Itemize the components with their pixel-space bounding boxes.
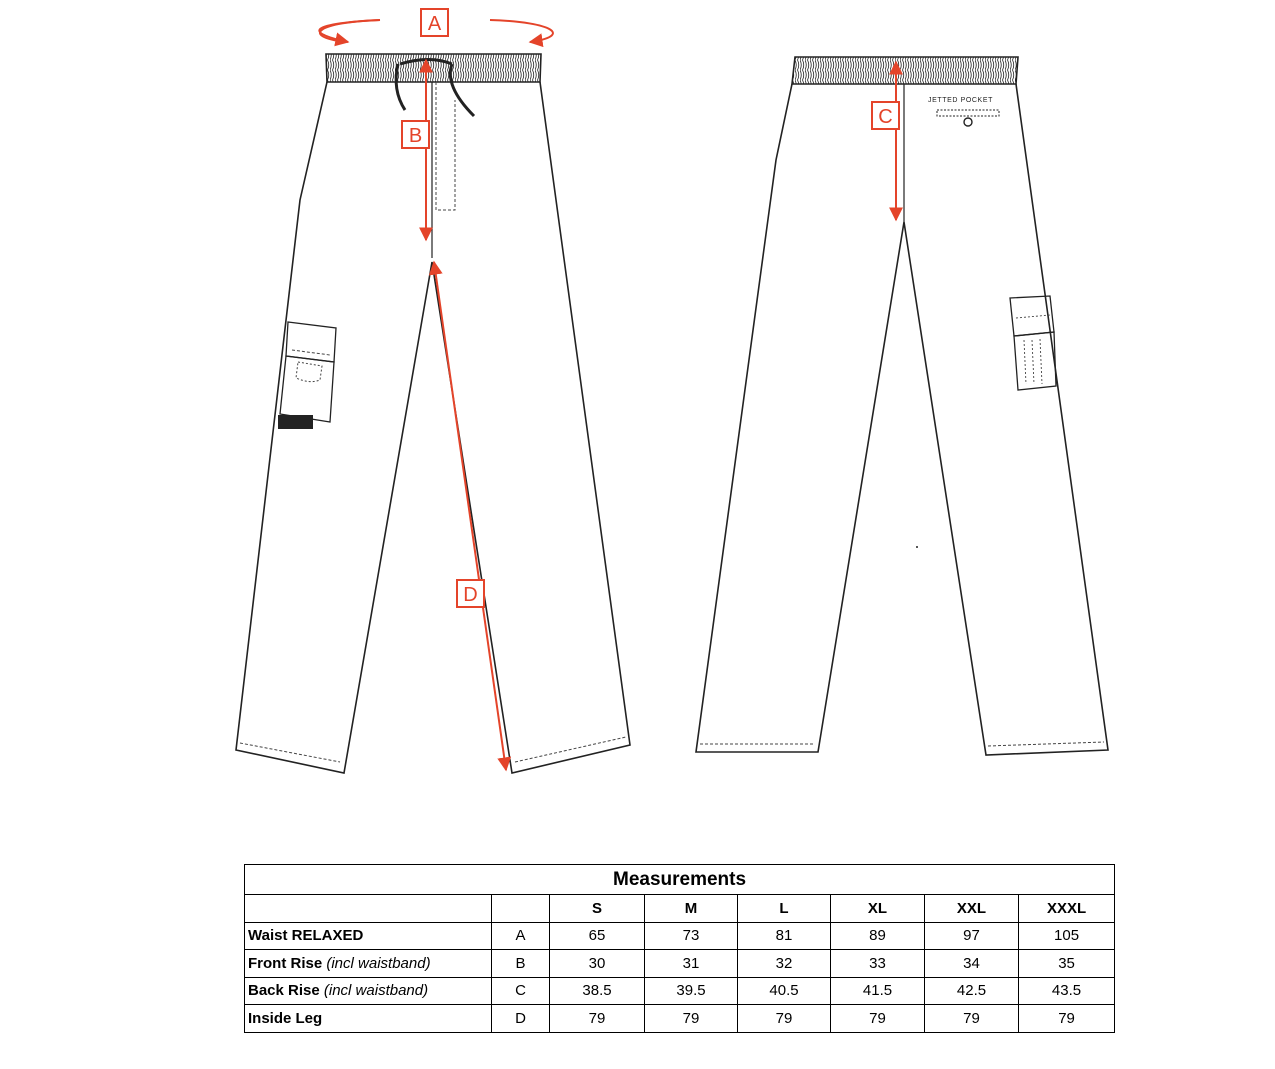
table-cell: 79 <box>645 1005 738 1033</box>
label-c: C <box>878 106 893 128</box>
row-note: (incl waistband) <box>323 982 429 1000</box>
table-cell: 42.5 <box>925 977 1019 1005</box>
table-cell: 73 <box>645 922 738 950</box>
size-header-row <box>245 895 1115 923</box>
table-cell: 35 <box>1019 950 1115 978</box>
table-cell: 79 <box>925 1005 1019 1033</box>
measure-b <box>402 60 429 240</box>
row-label <box>245 1005 492 1033</box>
table-cell: 33 <box>831 950 925 978</box>
table-cell: 79 <box>550 1005 645 1033</box>
front-view-pants <box>236 54 630 773</box>
size-header: XXXL <box>1019 895 1115 923</box>
size-header: S <box>550 895 645 923</box>
table-row <box>245 977 1115 1005</box>
label-d: D <box>463 584 478 606</box>
size-header: XXL <box>925 895 1019 923</box>
table-cell: 79 <box>831 1005 925 1033</box>
row-code: B <box>492 950 550 978</box>
table-cell: 40.5 <box>738 977 831 1005</box>
table-cell: 38.5 <box>550 977 645 1005</box>
label-a: A <box>427 13 442 35</box>
row-code: C <box>492 977 550 1005</box>
header-blank-name <box>245 895 492 923</box>
row-name: Inside Leg <box>248 1009 323 1027</box>
table-cell: 65 <box>550 922 645 950</box>
table-row <box>245 1005 1115 1033</box>
front-fly <box>436 82 455 210</box>
back-view-pants <box>696 57 1108 755</box>
back-waistband <box>792 57 1018 84</box>
row-label <box>245 922 492 950</box>
row-name: Front Rise <box>248 954 323 972</box>
row-note: (incl waistband) <box>326 954 431 972</box>
jetted-pocket <box>928 97 999 126</box>
size-header: L <box>738 895 831 923</box>
table-row <box>245 922 1115 950</box>
size-header: XL <box>831 895 925 923</box>
measure-d <box>434 262 506 770</box>
measure-c <box>872 62 899 220</box>
front-left-hem <box>240 743 340 762</box>
row-name: Back Rise <box>248 982 320 1000</box>
header-blank-code <box>492 895 550 923</box>
row-label <box>245 950 492 978</box>
front-waistband <box>326 54 541 82</box>
table-cell: 79 <box>738 1005 831 1033</box>
table-cell: 89 <box>831 922 925 950</box>
row-code: A <box>492 922 550 950</box>
label-b: B <box>408 125 423 147</box>
table-row <box>245 950 1115 978</box>
back-right-hem <box>988 742 1104 746</box>
table-cell: 39.5 <box>645 977 738 1005</box>
table-cell: 32 <box>738 950 831 978</box>
table-cell: 81 <box>738 922 831 950</box>
table-cell: 30 <box>550 950 645 978</box>
table-title: Measurements <box>245 865 1115 895</box>
table-cell: 34 <box>925 950 1019 978</box>
front-cargo-pocket <box>278 322 336 429</box>
size-header: M <box>645 895 738 923</box>
measurements-table <box>244 864 1115 1033</box>
table-cell: 41.5 <box>831 977 925 1005</box>
table-cell: 79 <box>1019 1005 1115 1033</box>
measure-a <box>319 9 553 42</box>
table-cell: 97 <box>925 922 1019 950</box>
back-cargo-pocket <box>1010 296 1056 390</box>
back-outline <box>696 84 1108 755</box>
table-cell: 105 <box>1019 922 1115 950</box>
row-label <box>245 977 492 1005</box>
jetted-pocket-label: JETTED POCKET <box>928 97 993 104</box>
table-cell: 43.5 <box>1019 977 1115 1005</box>
row-code: D <box>492 1005 550 1033</box>
table-cell: 31 <box>645 950 738 978</box>
row-name: Waist RELAXED <box>248 927 364 945</box>
